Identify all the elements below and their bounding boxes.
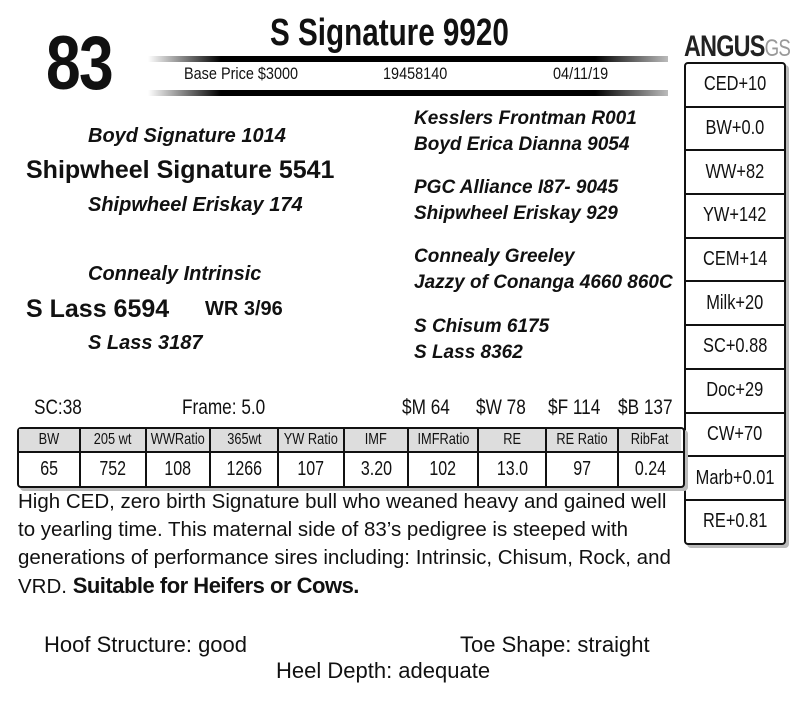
heel-depth: Heel Depth: adequate [276,658,491,683]
table-header: IMFRatio [409,429,479,451]
hoof-structure: Hoof Structure: good [44,632,248,657]
dam-sire: Connealy Intrinsic [88,263,262,285]
sire: Shipwheel Signature 5541 [26,156,335,184]
lot-number: 83 [46,21,113,106]
angus-gs-logo: ANGUSGS [684,30,791,63]
epd-cem: CEM+14 [686,239,784,283]
table-cell: 107 [279,453,345,486]
dam-dam: S Lass 3187 [88,332,203,354]
epd-ww: WW+82 [686,151,784,195]
header-rule-top [148,56,668,62]
index-m: $M 64 [402,396,450,419]
toe-shape: Toe Shape: straight [460,632,650,657]
epd-ced: CED+10 [686,64,784,108]
ancestor-8: S Lass 8362 [414,342,523,363]
table-cell: 102 [409,453,479,486]
table-cell: 1266 [211,453,279,486]
epd-cw: CW+70 [686,414,784,458]
birth-date: 04/11/19 [553,64,609,83]
table-header: 365wt [211,429,279,451]
table-row [19,451,683,486]
table-header: WWRatio [147,429,211,451]
epd-re: RE+0.81 [702,510,768,533]
sire-dam: Shipwheel Eriskay 174 [88,194,303,216]
description-text: High CED, zero birth Signature bull who weaned heavy and gained well to yearling time. This maternal side of 83’s pedigree is steeped with generations of performance sires including: Intrinsic, Chisum, Rock, and VRD. [18,490,671,598]
table-header: RibFat [619,429,681,451]
header-rule-bottom [148,90,668,96]
ancestor-4: Shipwheel Eriskay 929 [414,203,618,224]
table-cell: 13.0 [479,453,547,486]
sire-sire: Boyd Signature 1014 [88,125,286,147]
epd-column [684,62,786,545]
table-header-row [19,429,683,451]
table-cell: 3.20 [345,453,409,486]
index-w: $W 78 [476,396,526,419]
epd-bw: BW+0.0 [686,108,784,152]
epd-sc: SC+0.88 [686,326,784,370]
animal-name: S Signature 9920 [270,12,509,54]
epd-marb: Marb+0.01 [686,457,784,501]
table-cell: 65 [19,453,81,486]
epd-milk: Milk+20 [686,282,784,326]
table-header: YW Ratio [279,429,345,451]
ancestor-7: S Chisum 6175 [414,316,550,337]
frame-score: Frame: 5.0 [182,396,266,419]
table-header: IMF [345,429,409,451]
table-cell: 752 [81,453,147,486]
base-price: Base Price $3000 [184,64,299,83]
table-header: RE [479,429,547,451]
index-b: $B 137 [618,396,673,419]
dam-record: WR 3/96 [205,298,283,320]
epd-yw: YW+142 [686,195,784,239]
registration-number: 19458140 [383,64,448,83]
description [18,488,683,601]
ancestor-3: PGC Alliance I87- 9045 [414,177,619,198]
scrotal-circumference: SC:38 [34,396,82,419]
dam: S Lass 6594 [26,295,170,323]
ancestor-2: Boyd Erica Dianna 9054 [414,134,630,155]
description-highlight: Suitable for Heifers or Cows. [72,573,359,598]
index-f: $F 114 [548,396,601,419]
table-header: BW [19,429,81,451]
table-cell: 97 [547,453,619,486]
performance-table [17,427,685,488]
table-cell: 108 [147,453,211,486]
ancestor-6: Jazzy of Conanga 4660 860C [414,272,673,293]
table-header: 205 wt [81,429,147,451]
table-cell: 0.24 [634,458,666,480]
ancestor-5: Connealy Greeley [414,246,575,267]
table-header: RE Ratio [547,429,619,451]
ancestor-1: Kesslers Frontman R001 [414,108,637,129]
epd-doc: Doc+29 [686,370,784,414]
